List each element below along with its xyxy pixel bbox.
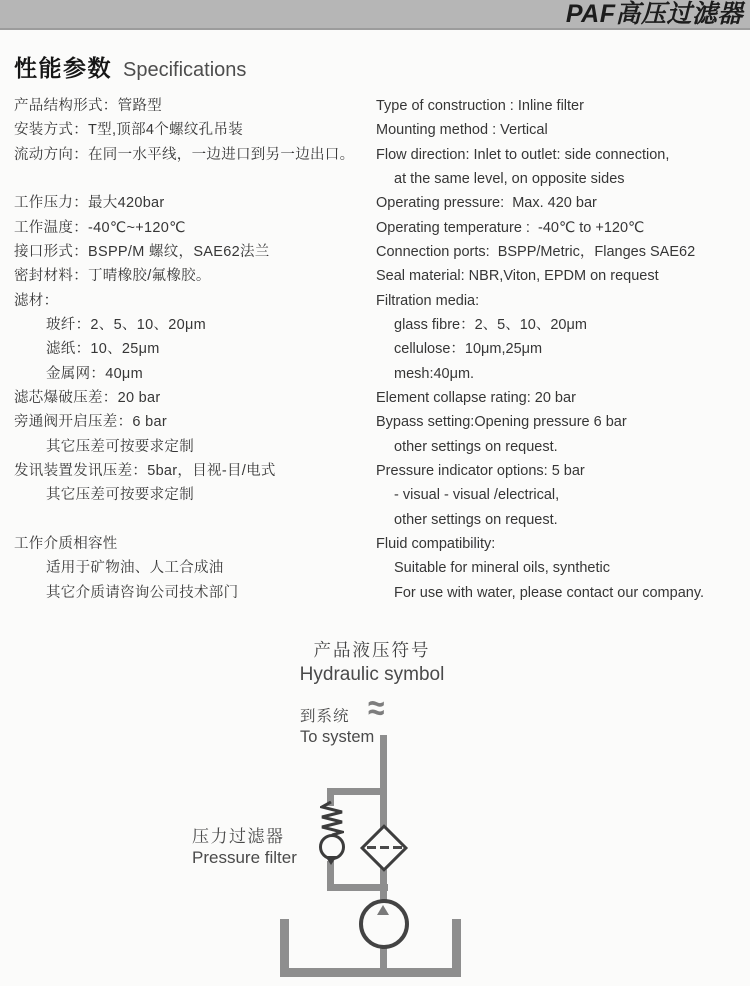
spec-row (0, 435, 750, 459)
bypass-branch-bottom-line (327, 884, 388, 891)
spec-row (0, 289, 750, 313)
spec-zh-text: 接口形式：BSPP/M 螺纹，SAE62法兰 (14, 243, 270, 260)
spec-row (0, 410, 750, 434)
to-system-label-en: To system (300, 728, 375, 746)
spec-row (0, 264, 750, 288)
spec-row (0, 240, 750, 264)
tank-bottom (280, 968, 461, 977)
spec-zh-text: 其它压差可按要求定制 (46, 438, 194, 455)
spec-zh-text: 滤芯爆破压差：20 bar (14, 390, 161, 407)
tank-breather-symbol: ≈ (368, 688, 385, 729)
spec-zh-text: 适用于矿物油、人工合成油 (46, 560, 224, 577)
spec-en-text: Filtration media: (376, 292, 480, 309)
spec-en-text: Operating pressure: Max. 420 bar (376, 195, 597, 212)
pump-flow-triangle-icon (377, 905, 389, 915)
valve-seat-triangle-icon (325, 856, 337, 865)
spec-row (0, 143, 750, 167)
spec-zh-text: 工作压力：最大420bar (14, 195, 165, 212)
spec-en-text: other settings on request. (394, 511, 558, 528)
spec-row (0, 557, 750, 581)
main-line-upper (380, 735, 387, 830)
pressure-filter-label-zh: 压力过滤器 (192, 827, 285, 846)
spec-row (0, 484, 750, 508)
spec-zh-text: 流动方向：在同一水平线，一边进口到另一边出口。 (14, 146, 355, 163)
specs-list (0, 94, 750, 605)
spec-row (0, 216, 750, 240)
filter-dash (367, 846, 376, 849)
spec-en-text: mesh:40μm. (394, 365, 475, 382)
spec-zh-text: 安装方式：T型,顶部4个螺纹孔吊装 (14, 122, 244, 139)
hydraulic-title-zh: 产品液压符号 (313, 640, 431, 660)
spec-row (0, 508, 750, 532)
spec-zh-text: 其它压差可按要求定制 (46, 487, 194, 504)
spec-en-text: Suitable for mineral oils, synthetic (394, 560, 610, 577)
spec-en-text: glass fibre：2、5、10、20μm (394, 317, 587, 334)
spec-zh-text: 工作温度：-40℃~+120℃ (14, 219, 186, 236)
spec-row (0, 581, 750, 605)
spec-en-text: - visual - visual /electrical, (394, 487, 560, 504)
spec-en-text: Operating temperature : -40℃ to +120℃ (376, 219, 645, 236)
spec-zh-text: 工作介质相容性 (14, 536, 118, 553)
hydraulic-section-title (0, 637, 744, 686)
spec-row (0, 118, 750, 142)
spec-en-text: Fluid compatibility: (376, 536, 496, 553)
spec-zh-text: 产品结构形式：管路型 (14, 97, 162, 114)
spec-en-text: at the same level, on opposite sides (394, 170, 625, 187)
hydraulic-title-en: Hydraulic symbol (299, 664, 445, 685)
spec-en-text: Connection ports: BSPP/Metric，Flanges SAE62 (376, 243, 696, 260)
bypass-branch-top-line (327, 788, 387, 795)
spring-icon (320, 801, 344, 837)
spec-row (0, 459, 750, 483)
spec-en-text: Seal material: NBR,Viton, EPDM on request (376, 268, 659, 285)
spec-row (0, 191, 750, 215)
spec-en-text: cellulose：10μm,25μm (394, 341, 543, 358)
spec-row (0, 362, 750, 386)
spec-en-text: Flow direction: Inlet to outlet: side connection, (376, 146, 670, 163)
spec-zh-text: 滤材： (14, 292, 59, 309)
spec-en-text: Pressure indicator options: 5 bar (376, 463, 585, 480)
spec-row (0, 94, 750, 118)
spec-en-text: Element collapse rating: 20 bar (376, 390, 576, 407)
spec-en-text: other settings on request. (394, 438, 558, 455)
to-system-label-zh: 到系统 (300, 708, 350, 725)
spec-zh-text: 滤纸：10、25μm (46, 341, 160, 358)
spec-zh-text: 旁通阀开启压差：6 bar (14, 414, 167, 431)
spec-row (0, 532, 750, 556)
spec-row (0, 313, 750, 337)
spec-en-text: Type of construction : Inline filter (376, 97, 584, 114)
pressure-filter-label-en: Pressure filter (192, 848, 297, 867)
spec-zh-text: 其它介质请咨询公司技术部门 (46, 584, 239, 601)
section-title-zh: 性能参数 (14, 55, 112, 81)
section-title-en: Specifications (123, 59, 247, 81)
filter-dash (380, 846, 389, 849)
filter-dash (393, 846, 402, 849)
spec-zh-text: 发讯装置发讯压差：5bar，目视-目/电式 (14, 463, 276, 480)
spec-en-text: Mounting method : Vertical (376, 122, 548, 139)
section-title (14, 50, 246, 83)
spec-zh-text: 密封材料：丁晴橡胶/氟橡胶。 (14, 268, 211, 285)
spec-row (0, 386, 750, 410)
page-header-title: PAF高压过滤器 (565, 0, 743, 28)
spec-zh-text: 玻纤：2、5、10、20μm (46, 317, 207, 334)
spec-en-text: For use with water, please contact our company. (394, 584, 705, 601)
spec-row (0, 167, 750, 191)
spec-zh-text: 金属网：40μm (46, 365, 143, 382)
spec-en-text: Bypass setting:Opening pressure 6 bar (376, 414, 627, 431)
spec-row (0, 337, 750, 361)
